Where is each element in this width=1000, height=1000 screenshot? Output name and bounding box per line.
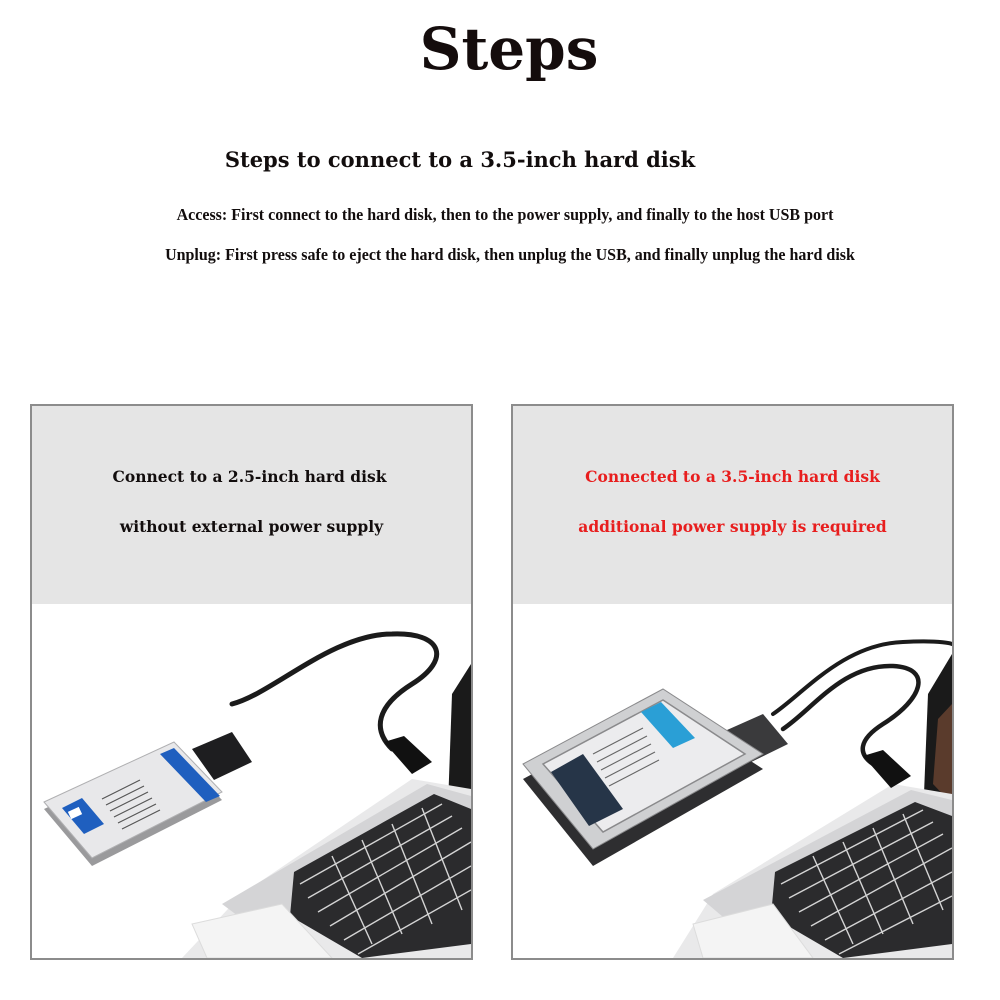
caption-line-1: Connect to a 2.5-inch hard disk: [112, 467, 387, 486]
panel-2-5-inch: [30, 404, 473, 960]
page-title: Steps: [419, 15, 599, 83]
laptop-icon: [182, 664, 471, 958]
usb-plug-icon: [384, 736, 432, 774]
caption-band: [32, 406, 471, 604]
unplug-instruction: Unplug: First press safe to eject the hard disk, then unplug the USB, and finally unplug the hard disk: [165, 245, 855, 264]
hard-disk-icon: [44, 742, 222, 866]
page-subtitle: Steps to connect to a 3.5-inch hard disk: [224, 147, 696, 172]
usb-cable: [783, 666, 918, 764]
caption-line-2: additional power supply is required: [578, 517, 887, 536]
caption-line-1: Connected to a 3.5-inch hard disk: [585, 467, 880, 486]
panel-3-5-inch: [511, 404, 954, 960]
access-instruction: Access: First connect to the hard disk, then to the power supply, and finally to the host USB port: [176, 205, 834, 224]
hard-disk-icon: [523, 689, 763, 866]
hard-disk-2-5-illustration: [32, 604, 471, 958]
caption-line-2: without external power supply: [119, 517, 384, 536]
power-cable: [773, 641, 952, 714]
caption-band: [513, 406, 952, 604]
usb-cable: [232, 634, 437, 749]
usb-plug-icon: [863, 750, 911, 788]
hard-disk-3-5-illustration: [513, 604, 952, 958]
